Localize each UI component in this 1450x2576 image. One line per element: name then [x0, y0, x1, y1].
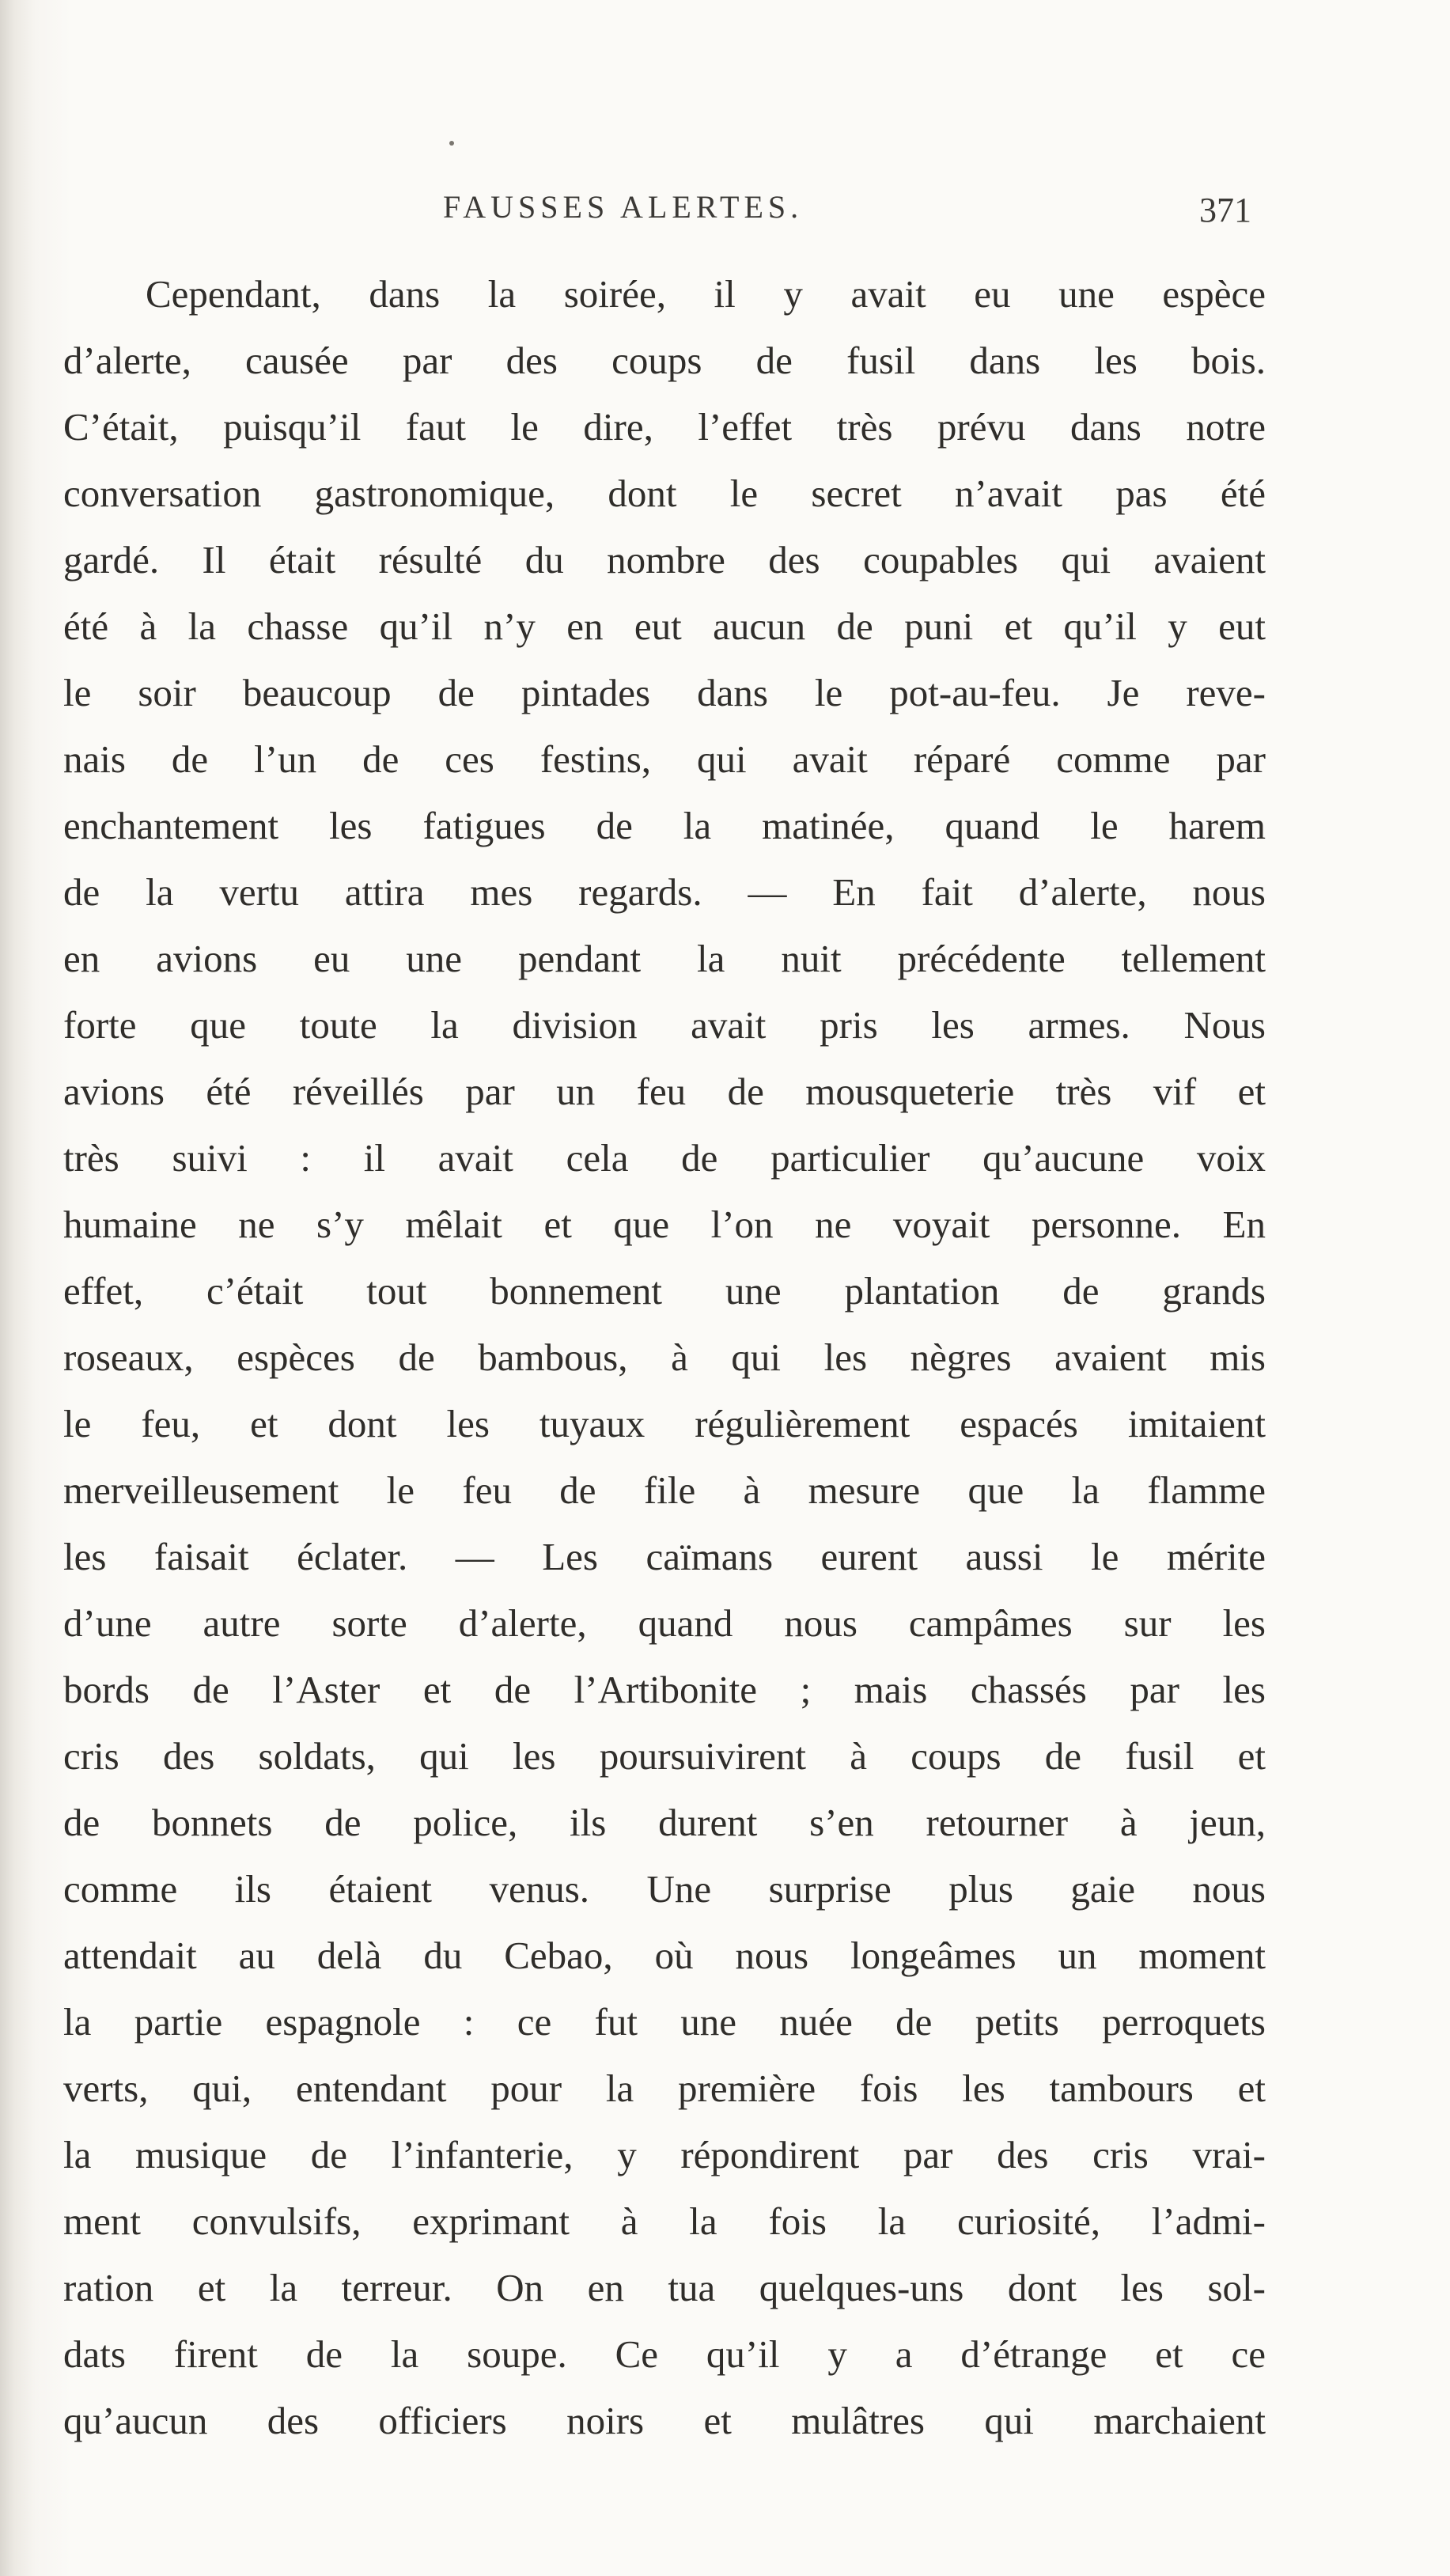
- text-line: attendait au delà du Cebao, où nous longeâmes un moment: [63, 1934, 1266, 1977]
- text-line: les faisait éclater. — Les caïmans eurent aussi le mérite: [63, 1535, 1266, 1578]
- text-line: le soir beaucoup de pintades dans le pot-au-feu. Je reve-: [63, 671, 1266, 714]
- text-line: roseaux, espèces de bambous, à qui les nègres avaient mis: [63, 1335, 1266, 1379]
- print-mark: [449, 141, 454, 146]
- text-line: verts, qui, entendant pour la première fois les tambours et: [63, 2066, 1266, 2110]
- text-line: effet, c’était tout bonnement une plantation de grands: [63, 1269, 1266, 1313]
- text-line: bords de l’Aster et de l’Artibonite ; mais chassés par les: [63, 1668, 1266, 1711]
- running-title: FAUSSES ALERTES.: [443, 189, 804, 225]
- text-line: de bonnets de police, ils durent s’en retourner à jeun,: [63, 1801, 1266, 1844]
- text-line: gardé. Il était résulté du nombre des coupables qui avaient: [63, 538, 1266, 581]
- text-line: d’une autre sorte d’alerte, quand nous campâmes sur les: [63, 1601, 1266, 1645]
- text-line: été à la chasse qu’il n’y en eut aucun de puni et qu’il y eut: [63, 604, 1266, 648]
- text-line: très suivi : il avait cela de particulier qu’aucune voix: [63, 1136, 1266, 1180]
- text-line: cris des soldats, qui les poursuivirent à coups de fusil et: [63, 1734, 1266, 1778]
- text-line: merveilleusement le feu de file à mesure que la flamme: [63, 1468, 1266, 1512]
- text-line: nais de l’un de ces festins, qui avait réparé comme par: [63, 737, 1266, 781]
- text-line: de la vertu attira mes regards. — En fait d’alerte, nous: [63, 870, 1266, 914]
- text-line: comme ils étaient venus. Une surprise plus gaie nous: [63, 1867, 1266, 1911]
- text-line: C’était, puisqu’il faut le dire, l’effet très prévu dans notre: [63, 405, 1266, 449]
- text-line: ment convulsifs, exprimant à la fois la curiosité, l’admi-: [63, 2199, 1266, 2243]
- text-line: dats firent de la soupe. Ce qu’il y a d’étrange et ce: [63, 2332, 1266, 2376]
- text-line: enchantement les fatigues de la matinée, quand le harem: [63, 804, 1266, 847]
- text-line: en avions eu une pendant la nuit précédente tellement: [63, 937, 1266, 980]
- text-line: la partie espagnole : ce fut une nuée de petits perroquets: [63, 2000, 1266, 2044]
- page-number: 371: [1199, 191, 1251, 229]
- text-line: qu’aucun des officiers noirs et mulâtres qui marchaient: [63, 2399, 1266, 2442]
- text-line: le feu, et dont les tuyaux régulièrement espacés imitaient: [63, 1402, 1266, 1445]
- text-line: ration et la terreur. On en tua quelques-uns dont les sol-: [63, 2266, 1266, 2309]
- text-line: avions été réveillés par un feu de mousqueterie très vif et: [63, 1070, 1266, 1113]
- text-line: la musique de l’infanterie, y répondirent par des cris vrai-: [63, 2133, 1266, 2176]
- text-line: forte que toute la division avait pris les armes. Nous: [63, 1003, 1266, 1047]
- text-line: Cependant, dans la soirée, il y avait eu une espèce: [146, 272, 1266, 316]
- body-text: [63, 261, 1266, 2454]
- text-line: conversation gastronomique, dont le secret n’avait pas été: [63, 472, 1266, 515]
- text-line: d’alerte, causée par des coups de fusil dans les bois.: [63, 339, 1266, 382]
- text-line: humaine ne s’y mêlait et que l’on ne voyait personne. En: [63, 1203, 1266, 1246]
